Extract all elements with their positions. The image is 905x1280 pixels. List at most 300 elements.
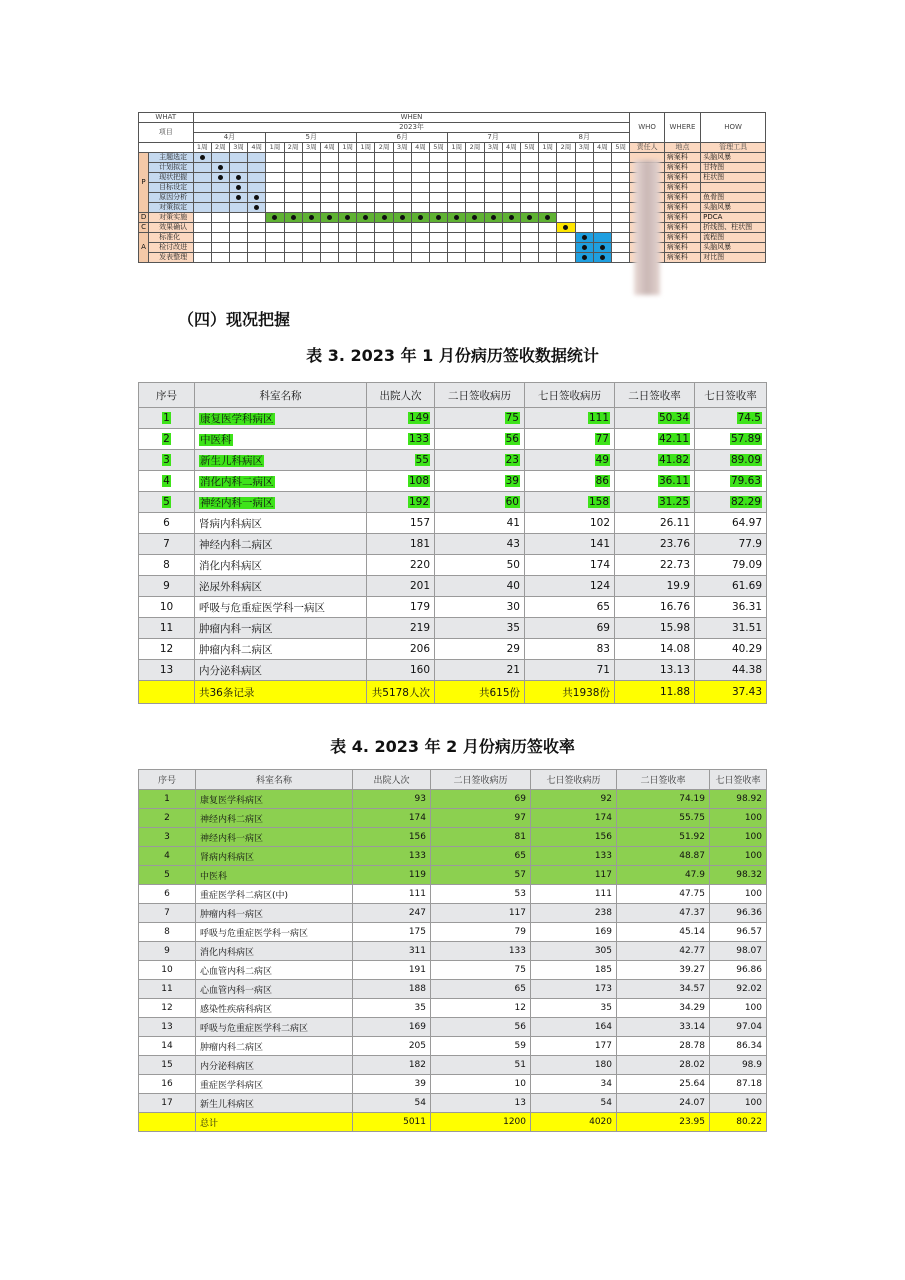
schedule-cell [284, 183, 302, 193]
table-row [139, 471, 767, 492]
schedule-cell [266, 173, 284, 183]
table-row [139, 597, 767, 618]
schedule-cell [393, 213, 411, 223]
table-cell: 8 [139, 923, 196, 942]
table-cell: 8 [139, 555, 195, 576]
table-cell [525, 408, 615, 429]
table-row [139, 866, 767, 885]
highlighted-value: 74.5 [737, 412, 761, 424]
column-header: 七日签收病历 [531, 770, 617, 790]
week-label: 4周 [411, 143, 429, 153]
table-row [139, 942, 767, 961]
schedule-cell [339, 253, 357, 263]
table-cell: 188 [353, 980, 431, 999]
schedule-dot [345, 215, 350, 220]
schedule-cell [557, 153, 575, 163]
table-cell: 117 [431, 904, 531, 923]
table-cell: 61.69 [695, 576, 767, 597]
table-row [139, 1075, 767, 1094]
location-cell: 病案科 [664, 243, 700, 253]
table-cell: 179 [367, 597, 435, 618]
column-header: 二日签收病历 [431, 770, 531, 790]
schedule-cell [339, 223, 357, 233]
schedule-cell [484, 233, 502, 243]
schedule-cell [539, 243, 557, 253]
tool-cell: PDCA [701, 213, 766, 223]
schedule-cell [611, 253, 630, 263]
table-cell: 9 [139, 576, 195, 597]
schedule-cell [575, 253, 593, 263]
table-cell: 156 [531, 828, 617, 847]
table-cell: 47.37 [617, 904, 710, 923]
table-cell: 34 [531, 1075, 617, 1094]
table-row [139, 980, 767, 999]
table-cell [525, 492, 615, 513]
table-cell: 39 [353, 1075, 431, 1094]
table-cell: 174 [353, 809, 431, 828]
table-cell: 53 [431, 885, 531, 904]
schedule-cell [320, 253, 338, 263]
task-name: 计划拟定 [149, 163, 193, 173]
table3 [138, 382, 767, 704]
schedule-cell [466, 233, 484, 243]
tool-cell [701, 183, 766, 193]
schedule-cell [357, 233, 375, 243]
table-cell: 219 [367, 618, 435, 639]
table-cell: 100 [710, 847, 767, 866]
phase-label: C [139, 223, 149, 233]
table-cell: 40.29 [695, 639, 767, 660]
task-name: 发表整理 [149, 253, 193, 263]
table-row [139, 576, 767, 597]
schedule-cell [357, 243, 375, 253]
schedule-dot [600, 245, 605, 250]
table-cell: 肿瘤内科二病区 [195, 639, 367, 660]
schedule-cell [557, 183, 575, 193]
schedule-cell [430, 223, 448, 233]
schedule-cell [430, 243, 448, 253]
phase-label: D [139, 213, 149, 223]
tool-cell: 鱼骨图 [701, 193, 766, 203]
total-cell: 共36条记录 [195, 681, 367, 704]
schedule-cell [502, 183, 520, 193]
schedule-cell [320, 243, 338, 253]
highlighted-value: 49 [595, 454, 609, 466]
column-header: 出院人次 [353, 770, 431, 790]
schedule-cell [375, 223, 393, 233]
week-label: 3周 [302, 143, 320, 153]
table-cell: 45.14 [617, 923, 710, 942]
schedule-cell [357, 173, 375, 183]
table-cell: 神经内科一病区 [196, 828, 353, 847]
table-cell: 54 [353, 1094, 431, 1113]
table-cell [139, 408, 195, 429]
table-cell: 28.02 [617, 1056, 710, 1075]
gantt-row [139, 203, 766, 213]
schedule-cell [502, 163, 520, 173]
schedule-cell [357, 153, 375, 163]
table-row [139, 904, 767, 923]
schedule-cell [539, 203, 557, 213]
gantt-row [139, 233, 766, 243]
schedule-cell [611, 183, 630, 193]
schedule-cell [375, 163, 393, 173]
schedule-dot [563, 225, 568, 230]
table-cell: 65 [525, 597, 615, 618]
schedule-cell [411, 183, 429, 193]
schedule-cell [393, 153, 411, 163]
schedule-cell [448, 163, 466, 173]
schedule-cell [557, 253, 575, 263]
week-label: 5周 [430, 143, 448, 153]
table-cell: 34.29 [617, 999, 710, 1018]
schedule-cell [375, 253, 393, 263]
table-row [139, 809, 767, 828]
schedule-dot [254, 205, 259, 210]
highlighted-value: 79.63 [730, 475, 761, 487]
schedule-cell [448, 223, 466, 233]
schedule-cell [575, 173, 593, 183]
table-row [139, 1056, 767, 1075]
highlighted-value: 86 [595, 475, 609, 487]
table-cell: 神经内科二病区 [196, 809, 353, 828]
table-cell: 中医科 [196, 866, 353, 885]
schedule-cell [320, 213, 338, 223]
schedule-dot [491, 215, 496, 220]
column-header: 二日签收率 [615, 383, 695, 408]
table-cell: 21 [435, 660, 525, 681]
table-cell: 180 [531, 1056, 617, 1075]
table-cell: 141 [525, 534, 615, 555]
schedule-cell [248, 253, 266, 263]
table-cell: 16 [139, 1075, 196, 1094]
schedule-cell [539, 253, 557, 263]
schedule-cell [393, 243, 411, 253]
table-row [139, 618, 767, 639]
phase-label: A [139, 233, 149, 263]
schedule-cell [229, 223, 247, 233]
schedule-dot [509, 215, 514, 220]
schedule-cell [320, 163, 338, 173]
table-cell: 156 [353, 828, 431, 847]
table-cell [615, 429, 695, 450]
month-header: 6月 [357, 133, 448, 143]
task-name: 目标设定 [149, 183, 193, 193]
total-cell: 共5178人次 [367, 681, 435, 704]
table-cell: 40 [435, 576, 525, 597]
tool-cell: 流程图 [701, 233, 766, 243]
table-cell: 7 [139, 904, 196, 923]
schedule-cell [411, 253, 429, 263]
schedule-cell [393, 193, 411, 203]
table-cell: 肿瘤内科一病区 [195, 618, 367, 639]
table-cell: 5 [139, 866, 196, 885]
task-name: 检讨改进 [149, 243, 193, 253]
schedule-cell [502, 243, 520, 253]
location-cell: 病案科 [664, 193, 700, 203]
table-cell: 98.92 [710, 790, 767, 809]
week-label: 4周 [502, 143, 520, 153]
schedule-cell [375, 183, 393, 193]
tool-cell: 柱状图 [701, 173, 766, 183]
schedule-cell [411, 193, 429, 203]
schedule-cell [302, 223, 320, 233]
schedule-cell [430, 203, 448, 213]
gantt-row [139, 223, 766, 233]
table-cell: 心血管内科一病区 [196, 980, 353, 999]
table-cell: 96.57 [710, 923, 767, 942]
schedule-cell [229, 153, 247, 163]
schedule-cell [484, 153, 502, 163]
table-cell: 48.87 [617, 847, 710, 866]
table-cell [615, 408, 695, 429]
schedule-cell [557, 233, 575, 243]
table-cell: 81 [431, 828, 531, 847]
schedule-dot [527, 215, 532, 220]
schedule-dot [254, 195, 259, 200]
schedule-cell [248, 183, 266, 193]
table-cell: 64.97 [695, 513, 767, 534]
table-cell: 肿瘤内科二病区 [196, 1037, 353, 1056]
highlighted-value: 111 [588, 412, 609, 424]
table-cell [695, 450, 767, 471]
week-label: 2周 [557, 143, 575, 153]
schedule-cell [430, 193, 448, 203]
table-cell: 3 [139, 828, 196, 847]
schedule-cell [502, 223, 520, 233]
column-header: 序号 [139, 770, 196, 790]
table4 [138, 769, 767, 1132]
table-cell: 54 [531, 1094, 617, 1113]
table-cell: 305 [531, 942, 617, 961]
schedule-cell [430, 173, 448, 183]
schedule-cell [284, 233, 302, 243]
schedule-cell [393, 233, 411, 243]
table-cell [367, 450, 435, 471]
schedule-cell [229, 233, 247, 243]
schedule-cell [611, 203, 630, 213]
schedule-cell [484, 203, 502, 213]
schedule-cell [339, 153, 357, 163]
schedule-cell [466, 173, 484, 183]
table-cell: 97.04 [710, 1018, 767, 1037]
schedule-dot [236, 175, 241, 180]
schedule-cell [375, 203, 393, 213]
table-cell: 呼吸与危重症医学科一病区 [196, 923, 353, 942]
schedule-cell [229, 253, 247, 263]
highlighted-value: 1 [163, 412, 170, 424]
schedule-cell [411, 213, 429, 223]
highlighted-value: 31.25 [658, 496, 689, 508]
schedule-cell [448, 253, 466, 263]
table-cell: 173 [531, 980, 617, 999]
table-row [139, 961, 767, 980]
table-cell: 新生儿科病区 [196, 1094, 353, 1113]
schedule-cell [430, 213, 448, 223]
schedule-cell [229, 203, 247, 213]
schedule-cell [375, 233, 393, 243]
table-cell [695, 471, 767, 492]
table-cell: 25.64 [617, 1075, 710, 1094]
table-cell [195, 450, 367, 471]
schedule-dot [236, 195, 241, 200]
table-cell: 191 [353, 961, 431, 980]
schedule-cell [302, 183, 320, 193]
schedule-cell [448, 243, 466, 253]
gantt-row [139, 243, 766, 253]
table-cell: 133 [431, 942, 531, 961]
table-cell: 41 [435, 513, 525, 534]
schedule-cell [284, 213, 302, 223]
schedule-cell [211, 153, 229, 163]
table-cell: 22.73 [615, 555, 695, 576]
table-cell: 13.13 [615, 660, 695, 681]
table-cell: 康复医学科病区 [196, 790, 353, 809]
table-row [139, 513, 767, 534]
schedule-cell [320, 183, 338, 193]
schedule-cell [211, 173, 229, 183]
column-header: 七日签收率 [695, 383, 767, 408]
highlighted-value: 56 [505, 433, 519, 445]
table-cell: 肿瘤内科一病区 [196, 904, 353, 923]
schedule-cell [539, 153, 557, 163]
schedule-cell [484, 163, 502, 173]
table-cell [525, 429, 615, 450]
schedule-cell [302, 173, 320, 183]
schedule-cell [484, 183, 502, 193]
table-cell: 34.57 [617, 980, 710, 999]
schedule-cell [193, 213, 211, 223]
table-cell: 65 [431, 847, 531, 866]
schedule-cell [320, 153, 338, 163]
table-cell: 201 [367, 576, 435, 597]
schedule-cell [266, 153, 284, 163]
table-row [139, 1018, 767, 1037]
schedule-cell [411, 153, 429, 163]
column-header: 科室名称 [196, 770, 353, 790]
table-row [139, 828, 767, 847]
when-header: WHEN [193, 113, 630, 123]
location-cell: 病案科 [664, 233, 700, 243]
schedule-cell [393, 183, 411, 193]
week-label: 1周 [357, 143, 375, 153]
week-label: 2周 [466, 143, 484, 153]
schedule-cell [593, 253, 611, 263]
schedule-cell [248, 233, 266, 243]
table-cell: 174 [531, 809, 617, 828]
tool-cell: 对比图 [701, 253, 766, 263]
schedule-cell [502, 233, 520, 243]
table-cell: 10 [139, 961, 196, 980]
total-cell [139, 681, 195, 704]
table-cell: 86.34 [710, 1037, 767, 1056]
schedule-cell [520, 213, 538, 223]
column-header: 七日签收病历 [525, 383, 615, 408]
schedule-cell [593, 193, 611, 203]
schedule-cell [375, 243, 393, 253]
schedule-cell [520, 153, 538, 163]
table-cell: 1 [139, 790, 196, 809]
schedule-cell [339, 183, 357, 193]
week-label: 5周 [520, 143, 538, 153]
schedule-cell [375, 213, 393, 223]
schedule-cell [302, 163, 320, 173]
table-cell: 4 [139, 847, 196, 866]
schedule-dot [582, 235, 587, 240]
table-cell: 感染性疾病科病区 [196, 999, 353, 1018]
schedule-cell [211, 243, 229, 253]
table-cell: 19.9 [615, 576, 695, 597]
table-cell: 83 [525, 639, 615, 660]
gantt-row [139, 193, 766, 203]
table-cell: 神经内科二病区 [195, 534, 367, 555]
table-cell: 79 [431, 923, 531, 942]
schedule-cell [266, 163, 284, 173]
schedule-dot [291, 215, 296, 220]
table-cell: 102 [525, 513, 615, 534]
schedule-cell [466, 193, 484, 203]
schedule-cell [466, 203, 484, 213]
table-cell: 169 [531, 923, 617, 942]
table-cell: 47.75 [617, 885, 710, 904]
table-cell: 15 [139, 1056, 196, 1075]
table-cell: 100 [710, 809, 767, 828]
table-cell: 175 [353, 923, 431, 942]
schedule-cell [193, 253, 211, 263]
schedule-cell [411, 173, 429, 183]
schedule-cell [484, 193, 502, 203]
column-header: 二日签收率 [617, 770, 710, 790]
table-cell [195, 471, 367, 492]
location-cell: 病案科 [664, 213, 700, 223]
schedule-cell [611, 173, 630, 183]
week-label: 1周 [448, 143, 466, 153]
schedule-cell [357, 183, 375, 193]
table-cell [695, 492, 767, 513]
schedule-cell [339, 173, 357, 183]
table-row [139, 847, 767, 866]
table-cell: 157 [367, 513, 435, 534]
table-cell: 13 [431, 1094, 531, 1113]
schedule-cell [448, 173, 466, 183]
table-cell [435, 471, 525, 492]
schedule-cell [284, 163, 302, 173]
table-cell [139, 429, 195, 450]
schedule-cell [266, 193, 284, 203]
schedule-dot [472, 215, 477, 220]
schedule-cell [302, 213, 320, 223]
schedule-cell [466, 153, 484, 163]
highlighted-value: 89.09 [730, 454, 761, 466]
schedule-dot [454, 215, 459, 220]
table-cell: 169 [353, 1018, 431, 1037]
schedule-cell [284, 153, 302, 163]
phase-label: P [139, 153, 149, 213]
schedule-cell [520, 163, 538, 173]
schedule-cell [193, 233, 211, 243]
table-cell [367, 492, 435, 513]
table-cell [525, 450, 615, 471]
location-cell: 病案科 [664, 203, 700, 213]
week-label: 1周 [193, 143, 211, 153]
gantt-row [139, 173, 766, 183]
schedule-cell [248, 213, 266, 223]
task-name: 原因分析 [149, 193, 193, 203]
table-cell: 59 [431, 1037, 531, 1056]
schedule-cell [375, 193, 393, 203]
schedule-cell [302, 243, 320, 253]
schedule-cell [448, 233, 466, 243]
